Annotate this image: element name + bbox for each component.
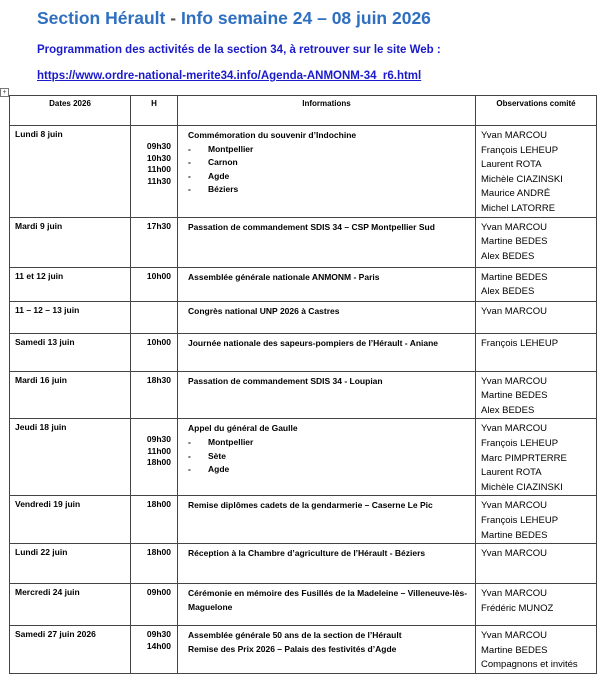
header-observations: Observations comité — [476, 96, 597, 126]
row-date: Mardi 16 juin — [10, 371, 131, 419]
row-info-item: - Agde — [188, 463, 471, 477]
table-row — [10, 267, 597, 301]
observer-name: Yvan MARCOU — [481, 548, 547, 560]
table-move-handle-icon[interactable]: + — [0, 88, 9, 97]
row-info-item: - Carnon — [188, 156, 471, 170]
row-time: 10h00 — [146, 270, 171, 281]
row-information — [178, 301, 476, 333]
row-info-title: Commémoration du souvenir d’Indochine — [188, 130, 357, 140]
bullet-dash-icon: - — [188, 170, 191, 181]
observer-name: Yvan MARCOU — [481, 305, 547, 317]
observer-name: Michèle CIAZINSKI — [481, 481, 563, 493]
observer-name: Yvan MARCOU — [481, 221, 547, 233]
row-times — [131, 544, 178, 584]
observer-name: Frédéric MUNOZ — [481, 602, 554, 614]
row-information — [178, 267, 476, 301]
row-info-title: Passation de commandement SDIS 34 - Loupian — [188, 375, 383, 386]
row-time: 18h30 — [146, 374, 171, 385]
row-time: 18h00 — [146, 499, 171, 510]
row-info-item: - Agde — [188, 170, 471, 184]
observer-name: Martine BEDES — [481, 390, 548, 402]
row-observers — [476, 126, 597, 218]
bullet-dash-icon: - — [188, 157, 191, 168]
row-observers — [476, 419, 597, 496]
row-times — [131, 584, 178, 626]
observer-name: Martine BEDES — [481, 236, 548, 248]
observer-name: Martine BEDES — [481, 644, 548, 656]
title-separator: - — [165, 8, 181, 28]
row-info-title-2: Remise des Prix 2026 – Palais des festivités d’Agde — [188, 643, 397, 654]
bullet-dash-icon: - — [188, 464, 191, 475]
row-information — [178, 496, 476, 544]
observer-name: Alex BEDES — [481, 404, 535, 416]
row-info-title: Cérémonie en mémoire des Fusillés de la Madeleine – Villeneuve-lès-Maguelone — [188, 588, 468, 612]
title-section: Section Hérault — [37, 8, 166, 28]
row-time: 10h00 — [146, 336, 171, 347]
row-info-title: Assemblée générale 50 ans de la section de l’Hérault — [188, 630, 402, 641]
row-info-item: - Montpellier — [188, 143, 471, 157]
row-observers — [476, 217, 597, 267]
title-week: Info semaine 24 – 08 juin 2026 — [180, 8, 431, 28]
observer-name: Michel LATORRE — [481, 202, 556, 214]
table-header-row — [10, 96, 597, 126]
row-time: 10h30 — [146, 152, 171, 163]
row-info-title: Assemblée générale nationale ANMONM - Paris — [188, 271, 380, 282]
row-information — [178, 584, 476, 626]
bullet-dash-icon: - — [188, 184, 191, 195]
header-dates: Dates 2026 — [10, 96, 131, 126]
row-observers — [476, 267, 597, 301]
row-date: Mercredi 24 juin — [10, 584, 131, 626]
row-times — [131, 126, 178, 218]
row-times — [131, 267, 178, 301]
row-observers — [476, 496, 597, 544]
observer-name: Yvan MARCOU — [481, 500, 547, 512]
observer-name: Laurent ROTA — [481, 467, 542, 479]
observer-name: Michèle CIAZINSKI — [481, 173, 563, 185]
row-times — [131, 496, 178, 544]
row-date: Samedi 27 juin 2026 — [10, 626, 131, 674]
row-info-title: Journée nationale des sapeurs-pompiers de l’Hérault - Aniane — [188, 337, 439, 348]
row-time: 11h30 — [147, 175, 171, 186]
observer-name: Martine BEDES — [481, 529, 548, 541]
row-information — [178, 333, 476, 371]
header-informations: Informations — [178, 96, 476, 126]
row-information — [178, 544, 476, 584]
table-row — [10, 626, 597, 674]
agenda-link[interactable]: https://www.ordre-national-merite34.info/Agenda-ANMONM-34_r6.html — [37, 70, 422, 82]
row-information — [178, 126, 476, 218]
row-time: 09h30 — [146, 434, 171, 445]
row-time: 18h00 — [146, 547, 171, 558]
row-date: 11 et 12 juin — [10, 267, 131, 301]
row-date: Samedi 13 juin — [10, 333, 131, 371]
row-info-title: Réception à la Chambre d’agriculture de l’Hérault - Béziers — [188, 548, 426, 559]
row-date: Mardi 9 juin — [10, 217, 131, 267]
observer-name: Marc PIMPRTERRE — [481, 452, 567, 464]
row-time: 11h00 — [147, 164, 171, 174]
row-times — [131, 419, 178, 496]
observer-name: Yvan MARCOU — [481, 375, 547, 387]
table-row — [10, 126, 597, 218]
table-row — [10, 584, 597, 626]
observer-name: Yvan MARCOU — [481, 630, 547, 642]
row-date: Lundi 22 juin — [10, 544, 131, 584]
row-info-title: Congrès national UNP 2026 à Castres — [188, 305, 340, 316]
table-row — [10, 371, 597, 419]
row-times — [131, 371, 178, 419]
observer-name: François LEHEUP — [481, 514, 559, 526]
row-info-item: - Béziers — [188, 183, 471, 197]
header-hour: H — [131, 96, 178, 126]
row-observers — [476, 544, 597, 584]
row-info-item: - Montpellier — [188, 436, 471, 450]
observer-name: Laurent ROTA — [481, 159, 542, 171]
observer-name: François LEHEUP — [481, 337, 559, 349]
row-observers — [476, 584, 597, 626]
bullet-dash-icon: - — [188, 436, 191, 447]
table-row — [10, 544, 597, 584]
row-time: 09h30 — [146, 629, 171, 640]
row-date: Lundi 8 juin — [10, 126, 131, 218]
observer-name: Alex BEDES — [481, 286, 535, 298]
row-time: 09h00 — [146, 587, 171, 598]
page-title — [37, 8, 431, 29]
row-info-item: - Sète — [188, 450, 471, 464]
table-body — [10, 126, 597, 674]
row-observers — [476, 301, 597, 333]
row-time: 17h30 — [146, 220, 171, 231]
row-time: 14h00 — [146, 640, 171, 651]
row-info-title: Remise diplômes cadets de la gendarmerie – Caserne Le Pic — [188, 500, 433, 511]
row-information — [178, 419, 476, 496]
table-row — [10, 419, 597, 496]
row-time: 09h30 — [146, 141, 171, 151]
table-row — [10, 301, 597, 333]
subtitle: Programmation des activités de la section 34, à retrouver sur le site Web : — [37, 44, 441, 56]
row-time: 18h00 — [146, 457, 171, 468]
row-times — [131, 217, 178, 267]
observer-name: François LEHEUP — [481, 144, 559, 156]
agenda-table — [9, 95, 597, 674]
row-information — [178, 626, 476, 674]
bullet-dash-icon: - — [188, 450, 191, 461]
table-row — [10, 217, 597, 267]
row-times — [131, 626, 178, 674]
observer-name: Yvan MARCOU — [481, 423, 547, 435]
row-observers — [476, 626, 597, 674]
table-row — [10, 496, 597, 544]
row-information — [178, 371, 476, 419]
row-time: 11h00 — [147, 445, 171, 456]
row-times — [131, 301, 178, 333]
observer-name: Maurice ANDRÉ — [481, 188, 551, 200]
row-observers — [476, 333, 597, 371]
row-info-title: Appel du général de Gaulle — [188, 423, 298, 434]
bullet-dash-icon: - — [188, 143, 191, 154]
row-information — [178, 217, 476, 267]
observer-name: Martine BEDES — [481, 271, 548, 283]
observer-name: Alex BEDES — [481, 250, 535, 262]
row-times — [131, 333, 178, 371]
observer-name: Yvan MARCOU — [481, 588, 547, 600]
observer-name: Compagnons et invités — [481, 659, 578, 671]
observer-name: Yvan MARCOU — [481, 130, 547, 141]
observer-name: François LEHEUP — [481, 437, 559, 449]
row-date: Jeudi 18 juin — [10, 419, 131, 496]
row-observers — [476, 371, 597, 419]
table-row — [10, 333, 597, 371]
row-date: 11 – 12 – 13 juin — [10, 301, 131, 333]
row-date: Vendredi 19 juin — [10, 496, 131, 544]
row-info-title: Passation de commandement SDIS 34 – CSP Montpellier Sud — [188, 221, 435, 232]
